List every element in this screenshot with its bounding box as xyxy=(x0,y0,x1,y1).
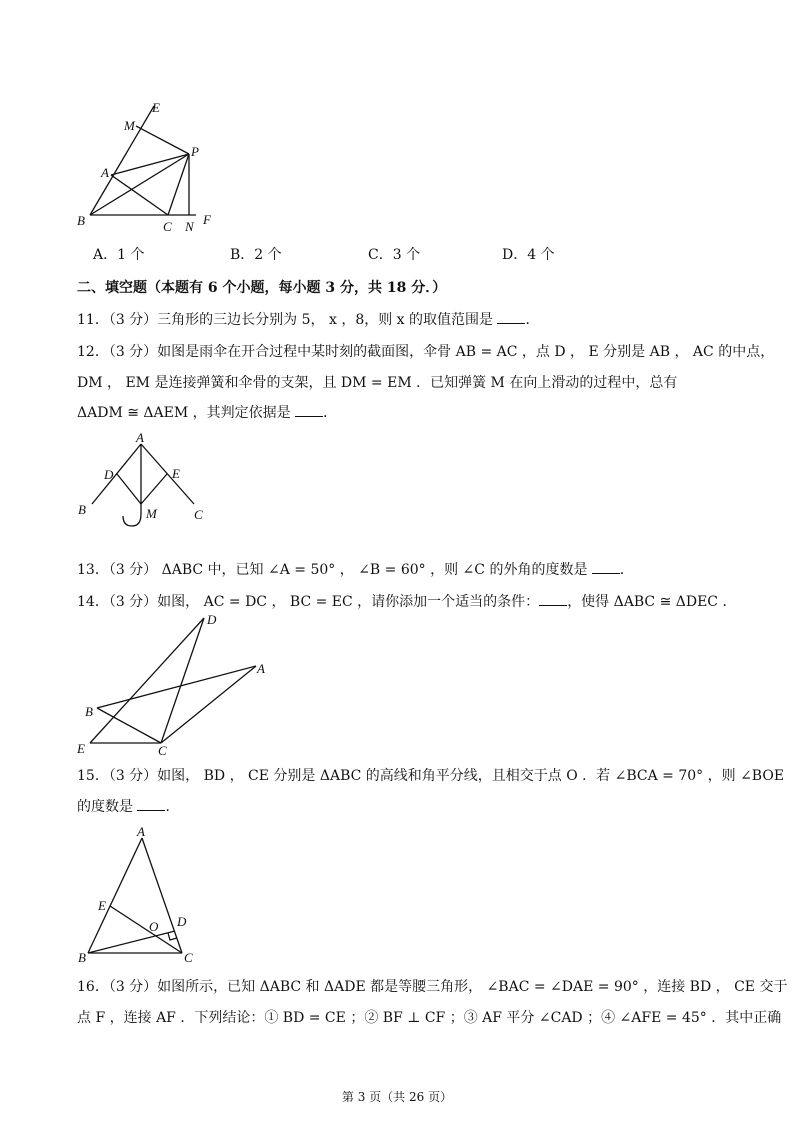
fig14-label-c: C xyxy=(158,743,167,758)
option-d: D．4 个 xyxy=(502,247,555,263)
question-11-text: 11．（3 分）三角形的三边长分别为 5， x ，8，则 x 的取值范围是 xyxy=(77,312,494,328)
fig15-label-o: O xyxy=(149,919,159,934)
fig15-label-e: E xyxy=(98,898,106,913)
question-12-line3: ΔADM ≅ ΔAEM ，其判定依据是 ． xyxy=(77,405,338,421)
fig10-label-a: A xyxy=(101,165,109,180)
figure-q14 xyxy=(70,610,275,760)
option-a: A．1 个 xyxy=(93,247,145,263)
question-11: 11．（3 分）三角形的三边长分别为 5， x ，8，则 x 的取值范围是 ． xyxy=(77,312,540,328)
fig12-label-c: C xyxy=(194,507,203,522)
question-12-text: ΔADM ≅ ΔAEM ，其判定依据是 xyxy=(77,405,291,421)
figure-q15 xyxy=(70,822,210,967)
fig12-label-b: B xyxy=(78,502,86,517)
answer-blank-15 xyxy=(137,798,165,811)
fig14-label-e: E xyxy=(77,741,85,756)
question-15-text: 的度数是 xyxy=(77,799,133,815)
question-15-line2: 的度数是 ． xyxy=(77,799,180,815)
question-13: 13．（3 分） ΔABC 中，已知 ∠A = 50° ， ∠B = 60° ，则 ∠C 的外角的度数是 ． xyxy=(77,562,634,578)
question-13-text: 13．（3 分） ΔABC 中，已知 ∠A = 50° ， ∠B = 60° ，则 ∠C 的外角的度数是 xyxy=(77,562,588,578)
fig15-label-a: A xyxy=(137,824,145,839)
fig10-label-p: P xyxy=(191,144,199,159)
fig14-label-d: D xyxy=(207,612,217,627)
option-c: C．3 个 xyxy=(368,247,421,263)
fig14-label-b: B xyxy=(85,704,93,719)
question-12-line1: 12．（3 分）如图是雨伞在开合过程中某时刻的截面图，伞骨 AB = AC ，点 D ， E 分别是 AB ， AC 的中点， xyxy=(77,344,775,360)
figure-q12 xyxy=(70,428,220,528)
question-14-text-b: ，使得 ΔABC ≅ ΔDEC ． xyxy=(567,594,737,610)
fig12-label-m: M xyxy=(146,506,157,521)
figure-q10 xyxy=(70,96,230,236)
question-14 xyxy=(77,592,736,612)
fig15-label-b: B xyxy=(78,950,86,965)
question-12-line2: DM ， EM 是连接弹簧和伞骨的支架，且 DM = EM ．已知弹簧 M 在向上滑动的过程中，总有 xyxy=(77,375,678,391)
page-footer: 第 3 页（共 26 页） xyxy=(341,1090,453,1104)
fig10-label-m: M xyxy=(124,118,135,133)
answer-blank-14 xyxy=(539,593,567,606)
fig10-label-n: N xyxy=(185,219,194,234)
question-14-text-a: 14．（3 分）如图， AC = DC ， BC = EC ，请你添加一个适当的条件： xyxy=(77,594,540,610)
answer-blank-13 xyxy=(592,561,620,574)
fig10-label-e: E xyxy=(152,100,160,115)
fig12-label-a: A xyxy=(136,430,144,445)
answer-blank-11 xyxy=(497,311,525,324)
question-16-line2: 点 F ，连接 AF ．下列结论：① BD = CE ；② BF ⊥ CF ；③ AF 平分 ∠CAD ；④ ∠AFE = 45° ．其中正确 xyxy=(77,1010,782,1026)
answer-blank-12 xyxy=(295,404,323,417)
fig10-label-b: B xyxy=(77,213,85,228)
fig12-label-e: E xyxy=(172,466,180,481)
fig10-label-c: C xyxy=(163,219,172,234)
question-15-line1: 15．（3 分）如图， BD ， CE 分别是 ΔABC 的高线和角平分线，且相交于点 O ．若 ∠BCA = 70° ，则 ∠BOE xyxy=(77,768,785,784)
question-16-line1: 16．（3 分）如图所示，已知 ΔABC 和 ΔADE 都是等腰三角形， ∠BAC = ∠DAE = 90° ，连接 BD ， CE 交于 xyxy=(77,979,788,995)
section-heading: 二、填空题（本题有 6 个小题，每小题 3 分，共 18 分．） xyxy=(77,280,447,296)
fig14-label-a: A xyxy=(257,661,265,676)
fig10-label-f: F xyxy=(203,212,211,227)
fig15-label-c: C xyxy=(184,950,193,965)
option-b: B．2 个 xyxy=(230,247,282,263)
fig15-label-d: D xyxy=(177,914,187,929)
fig12-label-d: D xyxy=(104,467,114,482)
